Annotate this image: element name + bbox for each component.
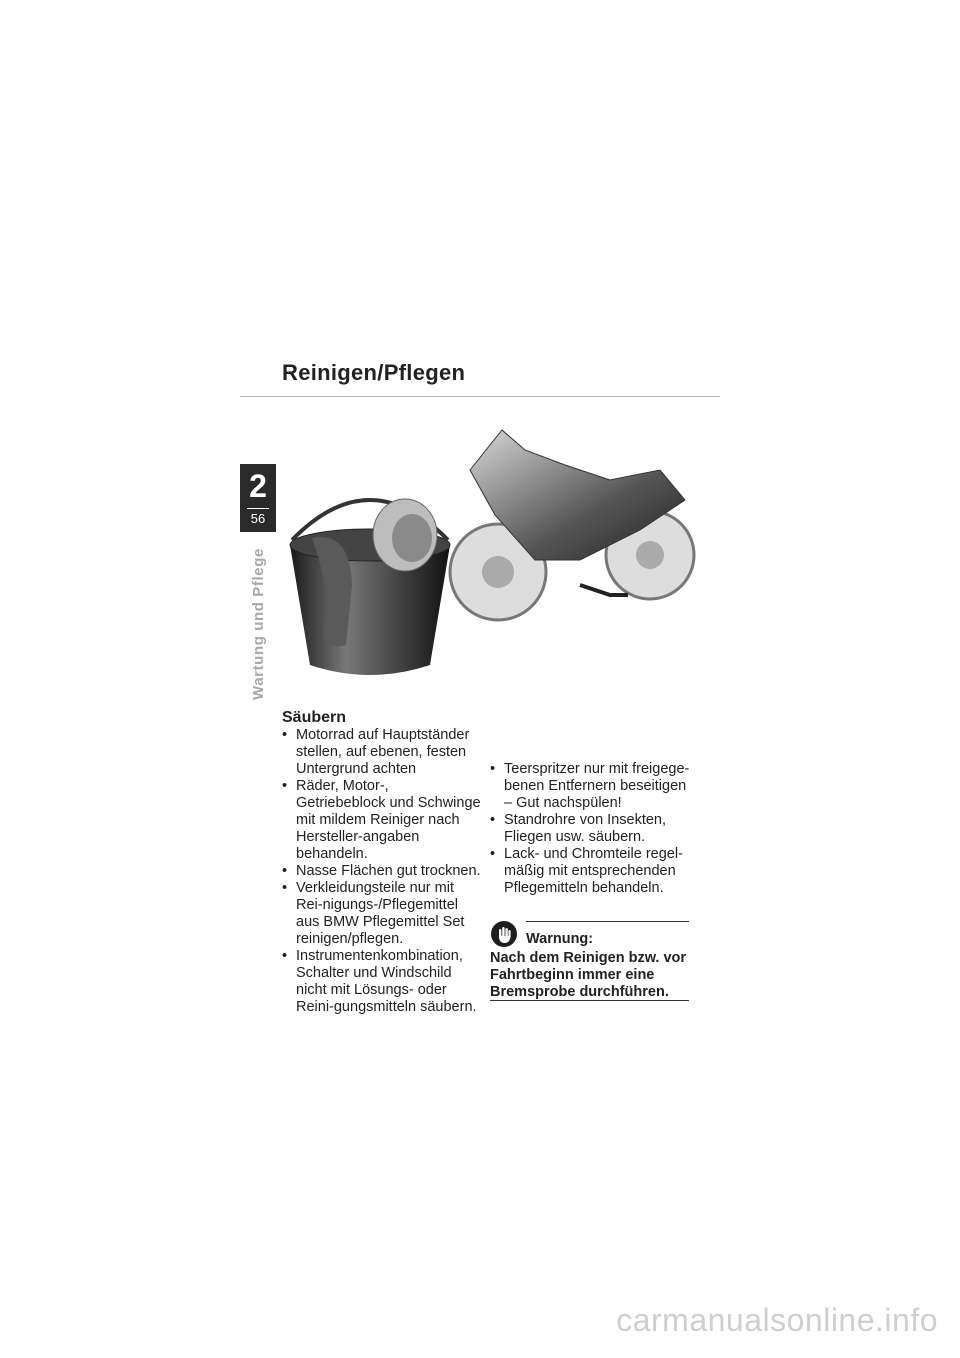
section-heading: Säubern: [282, 709, 347, 726]
bullet-list-right: [490, 761, 695, 897]
chapter-number: 2: [249, 468, 267, 504]
sponge-icon: [373, 499, 437, 571]
warning-text: Nach dem Reinigen bzw. vor Fahrtbeginn immer eine Bremsprobe durchführen.: [490, 950, 687, 1000]
warning-divider-top: [526, 921, 689, 922]
warning-title: Warnung:: [526, 931, 594, 947]
list-item: • Verkleidungsteile nur mit Rei-nigungs-/Pflegemittel aus BMW Pflegemittel Set reinigen/pflegen.: [282, 880, 465, 947]
chapter-divider: [247, 508, 269, 509]
cleaning-illustration: [280, 410, 710, 700]
motorcycle-icon: [450, 430, 694, 620]
title-divider: [240, 396, 720, 397]
list-item: • Standrohre von Insekten, Fliegen usw. säubern.: [490, 812, 667, 845]
side-chapter-label: Wartung und Pflege: [250, 548, 267, 700]
page-number: 56: [250, 511, 266, 526]
page-title: Reinigen/Pflegen: [282, 360, 466, 385]
warning-divider-bottom: [490, 1000, 689, 1001]
list-item: • Nasse Flächen gut trocknen.: [282, 863, 481, 879]
list-item: • Teerspritzer nur mit freigege-benen Entfernern beseitigen – Gut nachspülen!: [490, 761, 690, 811]
chapter-marker: [240, 464, 276, 532]
hand-stop-icon: [490, 920, 518, 948]
list-item: • Instrumentenkombination, Schalter und Windschild nicht mit Lösungs- oder Reini-gungsmitteln säubern.: [282, 948, 477, 1015]
watermark: carmanualsonline.info: [616, 1302, 938, 1338]
list-item: • Lack- und Chromteile regel-mäßig mit entsprechenden Pflegemitteln behandeln.: [490, 846, 683, 896]
list-item: • Räder, Motor-, Getriebeblock und Schwinge mit mildem Reiniger nach Hersteller-angaben behandeln.: [282, 778, 481, 862]
bullet-list-left: [282, 727, 482, 1016]
list-item: • Motorrad auf Hauptständer stellen, auf ebenen, festen Untergrund achten: [282, 727, 470, 777]
